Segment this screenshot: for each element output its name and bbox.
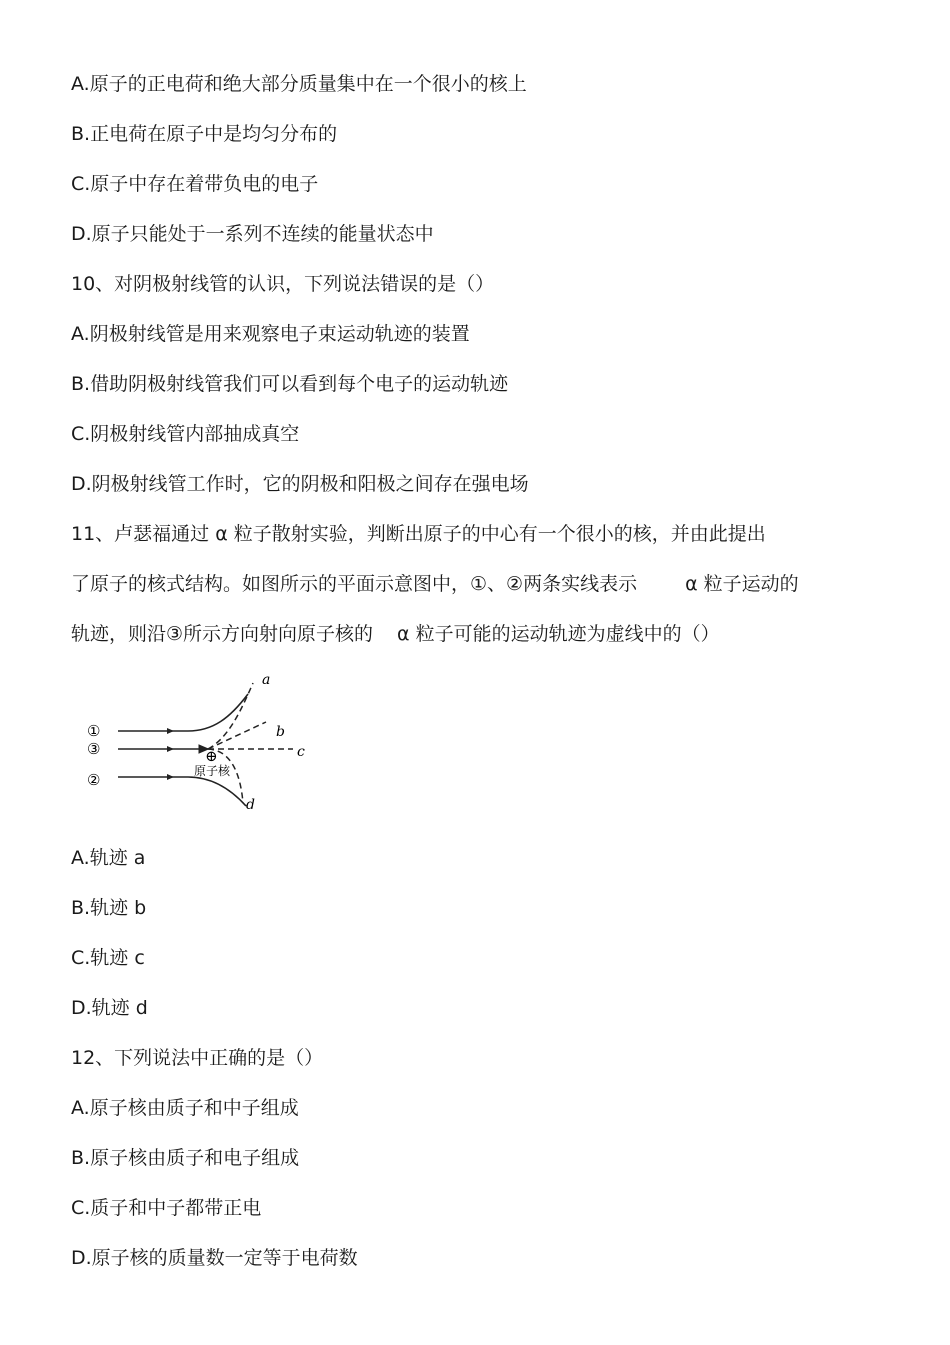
q12-option-b: B.原子核由质子和电子组成 (71, 1147, 300, 1169)
q9-option-a: A.原子的正电荷和绝大部分质量集中在一个很小的核上 (71, 73, 527, 95)
q11-stem-line3 (71, 622, 720, 646)
q9-option-d: D.原子只能处于一系列不连续的能量状态中 (71, 223, 434, 245)
q10-option-c: C.阴极射线管内部抽成真空 (71, 423, 300, 445)
q11-option-d: D.轨迹 d (71, 997, 148, 1019)
track-label-3: ③ (87, 740, 101, 758)
q11-option-c: C.轨迹 c (71, 947, 145, 969)
trajectory-label-a: a (262, 672, 271, 688)
track-label-2: ② (87, 771, 101, 789)
q11-stem-line3-part2: α 粒子可能的运动轨迹为虚线中的（） (397, 623, 720, 645)
q9-option-b: B.正电荷在原子中是均匀分布的 (71, 123, 338, 145)
nucleus-icon: ⊕ (205, 747, 218, 765)
q10-option-a: A.阴极射线管是用来观察电子束运动轨迹的装置 (71, 323, 470, 345)
q11-stem-line2 (71, 572, 799, 596)
q11-stem-line2-part2: α 粒子运动的 (685, 573, 799, 595)
q11-stem-line2-part1: 了原子的核式结构。如图所示的平面示意图中，①、②两条实线表示 (71, 573, 638, 595)
track-label-1: ① (87, 722, 101, 740)
q12-stem: 12、下列说法中正确的是（） (71, 1047, 324, 1069)
solid-track-2 (118, 777, 246, 806)
q12-option-a: A.原子核由质子和中子组成 (71, 1097, 299, 1119)
q10-option-b: B.借助阴极射线管我们可以看到每个电子的运动轨迹 (71, 373, 509, 395)
q11-stem-line3-part1: 轨迹，则沿③所示方向射向原子核的 (71, 623, 374, 645)
trajectory-label-c: c (297, 744, 305, 760)
trajectory-label-b: b (276, 724, 285, 740)
scattering-diagram (78, 668, 318, 813)
q11-stem-line1: 11、卢瑟福通过 α 粒子散射实验，判断出原子的中心有一个很小的核，并由此提出 (71, 523, 766, 545)
q12-option-c: C.质子和中子都带正电 (71, 1197, 262, 1219)
q12-option-d: D.原子核的质量数一定等于电荷数 (71, 1247, 358, 1269)
q11-option-b: B.轨迹 b (71, 897, 147, 919)
q9-option-c: C.原子中存在着带负电的电子 (71, 173, 319, 195)
q10-option-d: D.阴极射线管工作时，它的阴极和阳极之间存在强电场 (71, 473, 529, 495)
nucleus-label: 原子核 (194, 764, 231, 778)
dashed-track-b (208, 722, 266, 749)
q11-option-a: A.轨迹 a (71, 847, 146, 869)
solid-track-1 (118, 694, 248, 731)
q10-stem: 10、对阴极射线管的认识，下列说法错误的是（） (71, 273, 495, 295)
trajectory-label-d: d (246, 797, 255, 813)
